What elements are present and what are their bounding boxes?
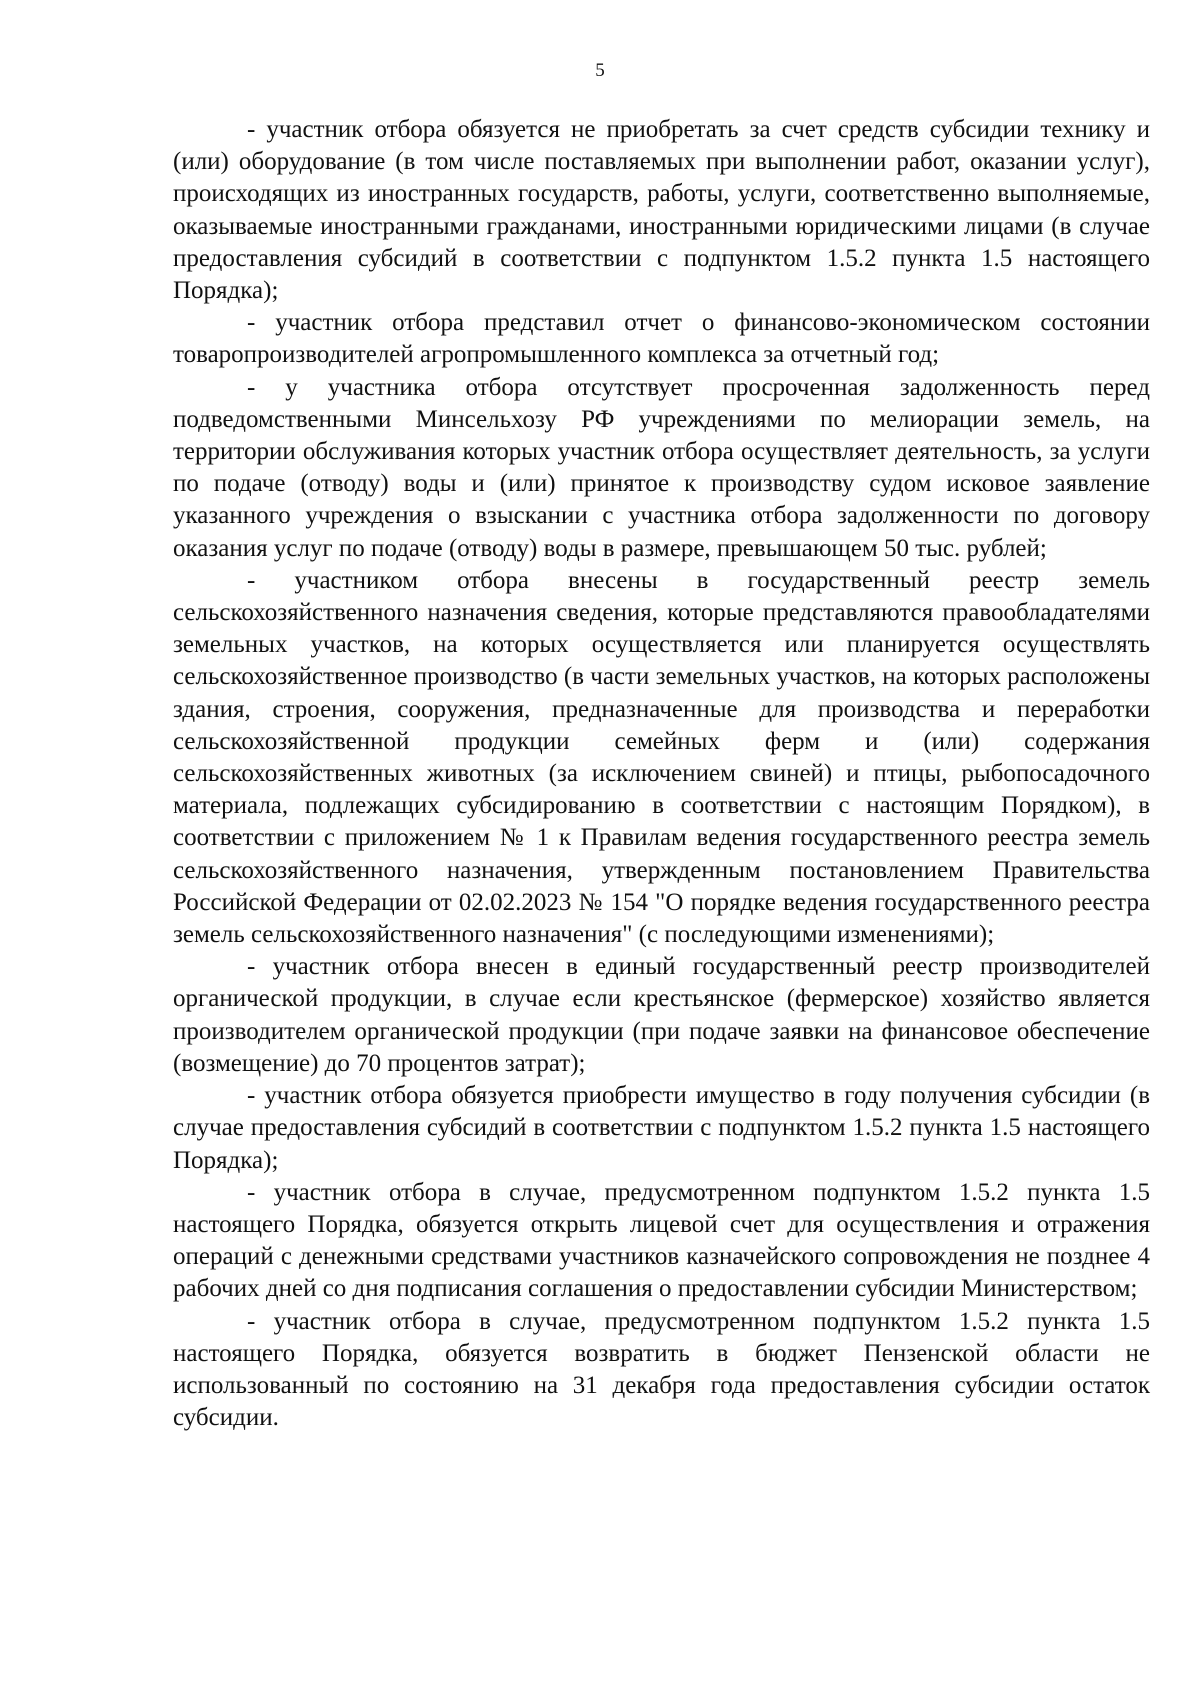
paragraph-financial-report: - участник отбора представил отчет о финансово-экономическом состоянии товаропроизводителей агропромышленного комплекса за отчетный год; [173,309,1150,369]
page-number: 5 [595,60,605,81]
paragraph-open-account: - участник отбора в случае, предусмотренном подпунктом 1.5.2 пункта 1.5 настоящего Порядка, обязуется открыть лицевой счет для осуществления и отражения операций с денежными средствами участников казначейского сопровождения не позднее 4 рабочих дней со дня подписания соглашения о предоставлении субсидии Министерством; [173,1178,1150,1303]
paragraph-no-overdue-debt: - у участника отбора отсутствует просроченная задолженность перед подведомственными Минсельхозу РФ учреждениями по мелиорации земель, на территории обслуживания которых участник отбора осуществляет деятельность, за услуги по подаче (отводу) воды и (или) принятое к производству судом исковое заявление указанного учреждения о взыскании с участника отбора задолженности по договору оказания услуг по подаче (отводу) воды в размере, превышающем 50 тыс. рублей; [173,373,1150,562]
paragraph-return-balance: - участник отбора в случае, предусмотренном подпунктом 1.5.2 пункта 1.5 настоящего Порядка, обязуется возвратить в бюджет Пензенской области не использованный по состоянию на 31 декабря года предоставления субсидии остаток субсидии. [173,1307,1150,1432]
paragraph-organic-registry: - участник отбора внесен в единый государственный реестр производителей органической продукции, в случае если крестьянское (фермерское) хозяйство является производителем органической продукции (при подаче заявки на финансовое обеспечение (возмещение) до 70 процентов затрат); [173,953,1150,1077]
paragraph-acquire-property: - участник отбора обязуется приобрести имущество в году получения субсидии (в случае предоставления субсидий в соответствии с подпунктом 1.5.2 пункта 1.5 настоящего Порядка); [173,1082,1150,1174]
document-body [173,114,1150,1434]
paragraph-no-foreign-equipment: - участник отбора обязуется не приобретать за счет средств субсидии технику и (или) оборудование (в том числе поставляемых при выполнении работ, оказании услуг), происходящих из иностранных государств, работы, услуги, соответственно выполняемые, оказываемые иностранными гражданами, иностранными юридическими лицами (в случае предоставления субсидий в соответствии с подпунктом 1.5.2 пункта 1.5 настоящего Порядка); [173,116,1150,305]
paragraph-land-registry: - участником отбора внесены в государственный реестр земель сельскохозяйственного назначения сведения, которые представляются правообладателями земельных участков, на которых осуществляется или планируется осуществлять сельскохозяйственное производство (в части земельных участков, на которых расположены здания, строения, сооружения, предназначенные для производства и переработки сельскохозяйственной продукции семейных ферм и (или) содержания сельскохозяйственных животных (за исключением свиней) и птицы, рыбопосадочного материала, подлежащих субсидированию в соответствии с настоящим Порядком), в соответствии с приложением № 1 к Правилам ведения государственного реестра земель сельскохозяйственного назначения, утвержденным постановлением Правительства Российской Федерации от 02.02.2023 № 154 "О порядке ведения государственного реестра земель сельскохозяйственного назначения" (с последующими изменениями); [173,566,1150,949]
